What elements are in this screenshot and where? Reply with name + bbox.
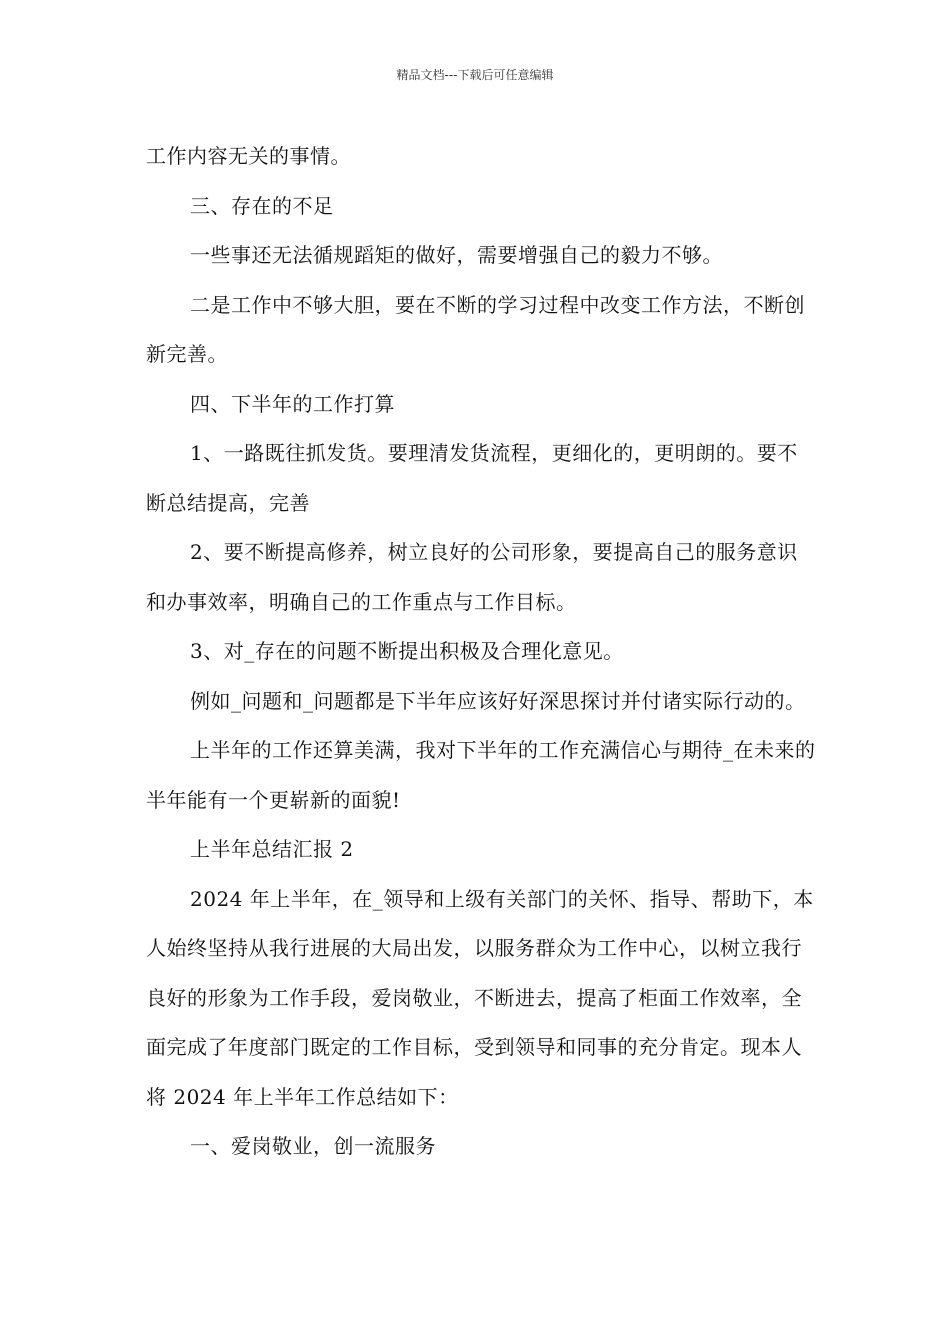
list-item: 1、一路既往抓发货。要理清发货流程，更细化的，更明朗的。要不断总结提高，完善 <box>146 441 798 515</box>
section-heading: 一、爱岗敬业，创一流服务 <box>190 1134 436 1158</box>
page-header: 精品文档---下载后可任意编辑 <box>396 68 554 82</box>
list-item: 3、对_存在的问题不断提出积极及合理化意见。 <box>190 639 624 663</box>
document-body <box>146 132 816 1172</box>
paragraph: 例如_问题和_问题都是下半年应该好好深思探讨并付诸实际行动的。 <box>190 688 806 713</box>
paragraph: 二是工作中不够大胆，要在不断的学习过程中改变工作方法，不断创新完善。 <box>146 292 805 366</box>
list-item: 2、要不断提高修养，树立良好的公司形象，要提高自己的服务意识和办事效率，明确自己的工作重点与工作目标。 <box>146 540 798 614</box>
paragraph: 2024 年上半年，在_领导和上级有关部门的关怀、指导、帮助下，本人始终坚持从我行进展的大局出发，以服务群众为工作中心，以树立我行良好的形象为工作手段，爱岗敬业，不断进去，提高了柜面工作效率，全面完成了年度部门既定的工作目标，受到领导和同事的充分肯定。现本人将 2024 年上半年工作总结如下： <box>146 886 814 1109</box>
paragraph: 一些事还无法循规蹈矩的做好，需要增强自己的毅力不够。 <box>190 243 723 267</box>
paragraph: 上半年的工作还算美满，我对下半年的工作充满信心与期待_在未来的半年能有一个更崭新的面貌! <box>146 738 816 812</box>
section-heading: 四、下半年的工作打算 <box>190 391 395 416</box>
section-title: 上半年总结汇报 2 <box>190 837 354 861</box>
section-heading: 三、存在的不足 <box>190 193 334 218</box>
paragraph: 工作内容无关的事情。 <box>146 144 351 168</box>
